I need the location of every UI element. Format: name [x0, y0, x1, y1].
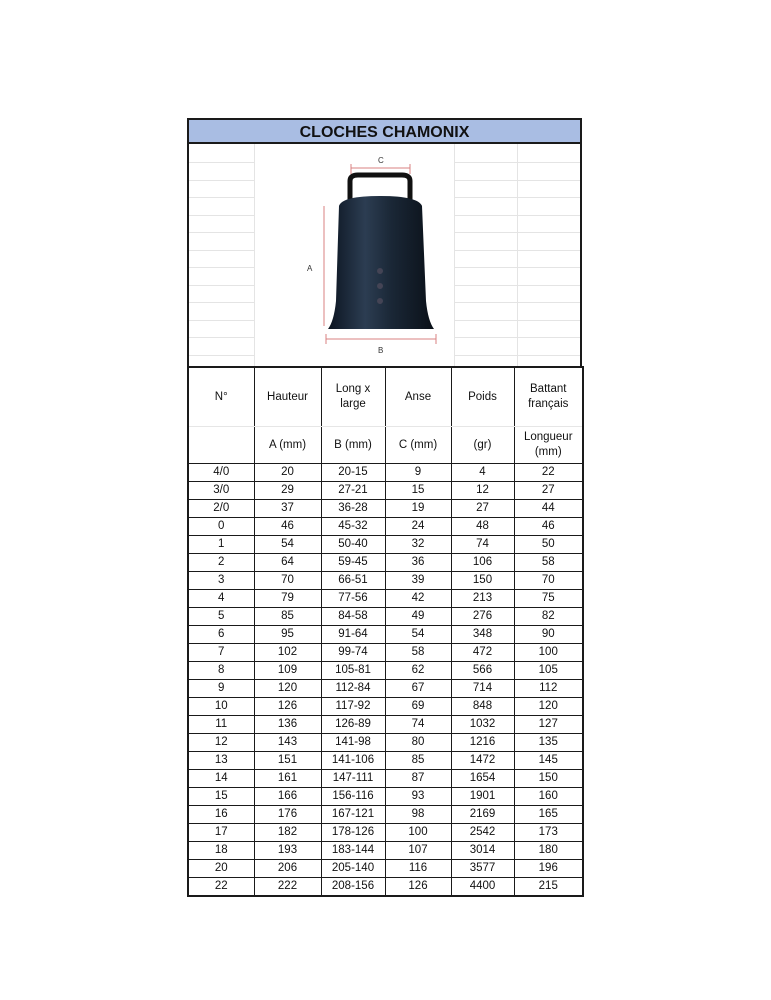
table-cell: 82	[514, 608, 583, 626]
table-cell: 173	[514, 824, 583, 842]
spreadsheet	[187, 118, 582, 897]
bell-diagram	[302, 151, 444, 356]
table-row	[188, 590, 583, 608]
table-cell: 6	[188, 626, 254, 644]
grid-line	[454, 337, 517, 338]
table-cell: 348	[451, 626, 514, 644]
table-cell: 1472	[451, 752, 514, 770]
grid-line	[189, 197, 254, 198]
grid-line	[189, 250, 254, 251]
table-cell: 147-111	[321, 770, 385, 788]
table-cell: 87	[385, 770, 451, 788]
grid-line	[517, 215, 580, 216]
table-cell: 17	[188, 824, 254, 842]
column-header: Long x large	[321, 367, 385, 427]
column-header: B (mm)	[321, 427, 385, 464]
column-header: Battant français	[514, 367, 583, 427]
table-cell: 12	[188, 734, 254, 752]
table-cell: 4400	[451, 878, 514, 897]
table-cell: 127	[514, 716, 583, 734]
table-row	[188, 752, 583, 770]
table-cell: 2	[188, 554, 254, 572]
table-cell: 1	[188, 536, 254, 554]
table-cell: 50	[514, 536, 583, 554]
bell-table	[187, 366, 584, 897]
table-cell: 20	[254, 464, 321, 482]
table-cell: 472	[451, 644, 514, 662]
grid-line	[454, 162, 517, 163]
grid-line	[517, 302, 580, 303]
column-header: (gr)	[451, 427, 514, 464]
table-cell: 19	[385, 500, 451, 518]
table-cell: 117-92	[321, 698, 385, 716]
grid-line	[189, 215, 254, 216]
table-cell: 98	[385, 806, 451, 824]
table-cell: 222	[254, 878, 321, 897]
table-cell: 32	[385, 536, 451, 554]
grid-line	[517, 355, 580, 356]
table-row	[188, 698, 583, 716]
table-cell: 0	[188, 518, 254, 536]
table-cell: 90	[514, 626, 583, 644]
table-cell: 3577	[451, 860, 514, 878]
table-row	[188, 860, 583, 878]
table-cell: 151	[254, 752, 321, 770]
table-cell: 79	[254, 590, 321, 608]
header-row	[188, 367, 583, 427]
grid-line	[517, 250, 580, 251]
table-cell: 44	[514, 500, 583, 518]
table-row	[188, 572, 583, 590]
table-cell: 106	[451, 554, 514, 572]
grid-line	[517, 144, 518, 366]
table-cell: 13	[188, 752, 254, 770]
table-cell: 161	[254, 770, 321, 788]
grid-line	[454, 302, 517, 303]
table-cell: 48	[451, 518, 514, 536]
table-row	[188, 518, 583, 536]
table-cell: 64	[254, 554, 321, 572]
table-cell: 206	[254, 860, 321, 878]
table-cell: 46	[514, 518, 583, 536]
table-row	[188, 734, 583, 752]
table-row	[188, 824, 583, 842]
table-cell: 109	[254, 662, 321, 680]
grid-line	[517, 320, 580, 321]
table-cell: 67	[385, 680, 451, 698]
table-cell: 100	[385, 824, 451, 842]
header-units-row	[188, 427, 583, 464]
table-cell: 182	[254, 824, 321, 842]
table-cell: 143	[254, 734, 321, 752]
table-cell: 112	[514, 680, 583, 698]
table-cell: 193	[254, 842, 321, 860]
table-cell: 74	[451, 536, 514, 554]
sheet-title: CLOCHES CHAMONIX	[187, 118, 582, 144]
table-cell: 58	[514, 554, 583, 572]
table-cell: 58	[385, 644, 451, 662]
table-cell: 3014	[451, 842, 514, 860]
grid-line	[454, 320, 517, 321]
grid-line	[189, 302, 254, 303]
table-cell: 566	[451, 662, 514, 680]
table-cell: 135	[514, 734, 583, 752]
table-row	[188, 608, 583, 626]
table-cell: 20-15	[321, 464, 385, 482]
table-cell: 75	[514, 590, 583, 608]
table-cell: 215	[514, 878, 583, 897]
table-body	[188, 464, 583, 897]
table-cell: 27	[451, 500, 514, 518]
table-cell: 116	[385, 860, 451, 878]
grid-line	[454, 180, 517, 181]
table-cell: 150	[451, 572, 514, 590]
table-cell: 2/0	[188, 500, 254, 518]
table-cell: 84-58	[321, 608, 385, 626]
table-cell: 54	[254, 536, 321, 554]
table-cell: 1216	[451, 734, 514, 752]
photo-area	[187, 144, 582, 366]
grid-line	[517, 267, 580, 268]
table-cell: 29	[254, 482, 321, 500]
table-cell: 180	[514, 842, 583, 860]
table-cell: 22	[514, 464, 583, 482]
table-cell: 100	[514, 644, 583, 662]
table-cell: 126-89	[321, 716, 385, 734]
table-row	[188, 554, 583, 572]
grid-line	[454, 250, 517, 251]
table-cell: 2169	[451, 806, 514, 824]
table-cell: 49	[385, 608, 451, 626]
table-cell: 167-121	[321, 806, 385, 824]
table-cell: 39	[385, 572, 451, 590]
table-cell: 12	[451, 482, 514, 500]
grid-line	[454, 285, 517, 286]
grid-line	[517, 162, 580, 163]
table-cell: 69	[385, 698, 451, 716]
column-header: A (mm)	[254, 427, 321, 464]
column-header: Poids	[451, 367, 514, 427]
table-cell: 9	[188, 680, 254, 698]
table-cell: 145	[514, 752, 583, 770]
table-cell: 11	[188, 716, 254, 734]
grid-line	[189, 267, 254, 268]
table-cell: 160	[514, 788, 583, 806]
table-row	[188, 716, 583, 734]
table-cell: 46	[254, 518, 321, 536]
table-cell: 7	[188, 644, 254, 662]
table-cell: 102	[254, 644, 321, 662]
table-cell: 178-126	[321, 824, 385, 842]
table-cell: 165	[514, 806, 583, 824]
table-cell: 3	[188, 572, 254, 590]
table-cell: 9	[385, 464, 451, 482]
table-row	[188, 464, 583, 482]
table-cell: 37	[254, 500, 321, 518]
table-cell: 45-32	[321, 518, 385, 536]
column-header: Longueur (mm)	[514, 427, 583, 464]
table-cell: 208-156	[321, 878, 385, 897]
table-cell: 213	[451, 590, 514, 608]
table-cell: 10	[188, 698, 254, 716]
table-cell: 5	[188, 608, 254, 626]
grid-line	[454, 232, 517, 233]
grid-line	[454, 144, 455, 366]
table-row	[188, 662, 583, 680]
table-cell: 276	[451, 608, 514, 626]
table-cell: 42	[385, 590, 451, 608]
grid-line	[189, 320, 254, 321]
table-cell: 27	[514, 482, 583, 500]
table-cell: 24	[385, 518, 451, 536]
table-cell: 120	[254, 680, 321, 698]
table-row	[188, 770, 583, 788]
table-cell: 150	[514, 770, 583, 788]
table-cell: 8	[188, 662, 254, 680]
table-cell: 714	[451, 680, 514, 698]
table-cell: 1032	[451, 716, 514, 734]
column-header	[188, 427, 254, 464]
table-cell: 18	[188, 842, 254, 860]
column-header: Anse	[385, 367, 451, 427]
table-row	[188, 500, 583, 518]
table-cell: 80	[385, 734, 451, 752]
grid-line	[454, 267, 517, 268]
table-row	[188, 878, 583, 897]
table-cell: 848	[451, 698, 514, 716]
grid-line	[454, 197, 517, 198]
table-row	[188, 536, 583, 554]
table-cell: 4/0	[188, 464, 254, 482]
table-cell: 15	[385, 482, 451, 500]
dimension-a-label: A	[307, 264, 313, 273]
table-cell: 166	[254, 788, 321, 806]
table-cell: 136	[254, 716, 321, 734]
grid-line	[517, 180, 580, 181]
table-cell: 99-74	[321, 644, 385, 662]
table-cell: 85	[254, 608, 321, 626]
table-cell: 70	[514, 572, 583, 590]
table-cell: 141-106	[321, 752, 385, 770]
table-cell: 27-21	[321, 482, 385, 500]
grid-line	[189, 285, 254, 286]
grid-line	[454, 215, 517, 216]
grid-line	[189, 355, 254, 356]
table-cell: 66-51	[321, 572, 385, 590]
table-cell: 112-84	[321, 680, 385, 698]
table-cell: 36	[385, 554, 451, 572]
grid-line	[517, 232, 580, 233]
table-row	[188, 482, 583, 500]
table-cell: 54	[385, 626, 451, 644]
table-cell: 59-45	[321, 554, 385, 572]
table-cell: 93	[385, 788, 451, 806]
grid-line	[189, 232, 254, 233]
table-cell: 120	[514, 698, 583, 716]
table-cell: 176	[254, 806, 321, 824]
table-cell: 4	[451, 464, 514, 482]
table-cell: 36-28	[321, 500, 385, 518]
table-cell: 2542	[451, 824, 514, 842]
table-row	[188, 644, 583, 662]
table-cell: 107	[385, 842, 451, 860]
table-cell: 20	[188, 860, 254, 878]
table-cell: 15	[188, 788, 254, 806]
table-cell: 105-81	[321, 662, 385, 680]
table-cell: 62	[385, 662, 451, 680]
column-header: Hauteur	[254, 367, 321, 427]
table-cell: 70	[254, 572, 321, 590]
table-row	[188, 788, 583, 806]
table-cell: 156-116	[321, 788, 385, 806]
table-cell: 141-98	[321, 734, 385, 752]
grid-line	[517, 285, 580, 286]
table-cell: 50-40	[321, 536, 385, 554]
table-cell: 16	[188, 806, 254, 824]
grid-line	[189, 162, 254, 163]
grid-line	[189, 337, 254, 338]
table-cell: 183-144	[321, 842, 385, 860]
grid-line	[454, 355, 517, 356]
table-cell: 126	[254, 698, 321, 716]
table-cell: 95	[254, 626, 321, 644]
grid-line	[517, 197, 580, 198]
table-row	[188, 806, 583, 824]
grid-line	[517, 337, 580, 338]
bell-body	[328, 196, 434, 329]
table-cell: 22	[188, 878, 254, 897]
table-cell: 85	[385, 752, 451, 770]
column-header: N°	[188, 367, 254, 427]
table-cell: 91-64	[321, 626, 385, 644]
table-cell: 74	[385, 716, 451, 734]
table-row	[188, 680, 583, 698]
table-cell: 105	[514, 662, 583, 680]
table-cell: 126	[385, 878, 451, 897]
table-cell: 14	[188, 770, 254, 788]
table-cell: 4	[188, 590, 254, 608]
table-cell: 196	[514, 860, 583, 878]
table-cell: 205-140	[321, 860, 385, 878]
table-row	[188, 842, 583, 860]
table-cell: 3/0	[188, 482, 254, 500]
table-cell: 1901	[451, 788, 514, 806]
table-row	[188, 626, 583, 644]
grid-line	[254, 144, 255, 366]
grid-line	[189, 180, 254, 181]
table-cell: 77-56	[321, 590, 385, 608]
dimension-b-label: B	[378, 346, 384, 355]
column-header: C (mm)	[385, 427, 451, 464]
dimension-c-label: C	[378, 156, 384, 165]
table-cell: 1654	[451, 770, 514, 788]
